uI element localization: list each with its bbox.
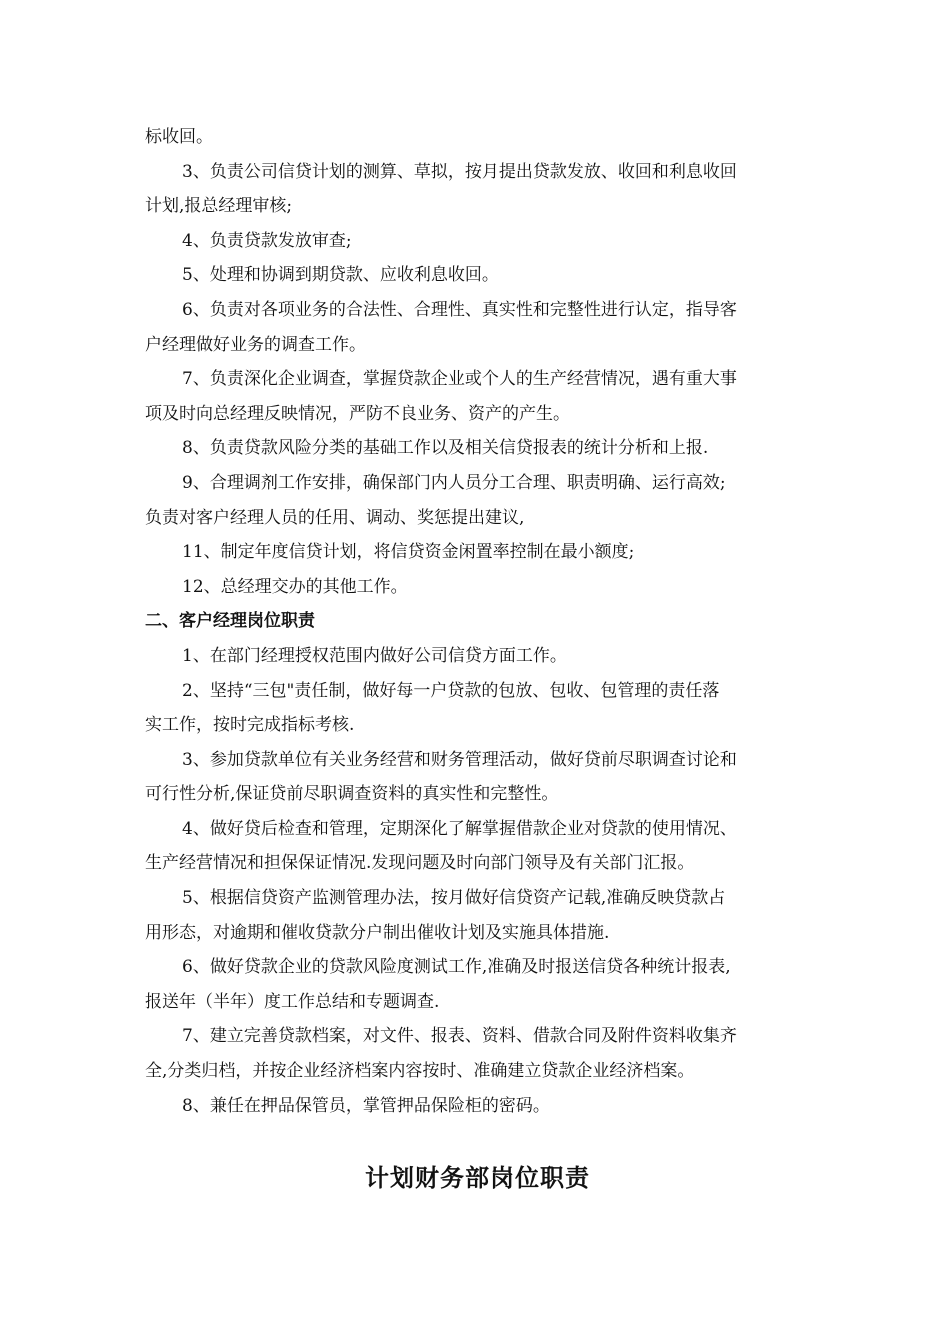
list-item: 6、做好贷款企业的贷款风险度测试工作,准确及时报送信贷各种统计报表, [182,957,731,978]
list-item: 3、负责公司信贷计划的测算、草拟，按月提出贷款发放、收回和利息收回 [182,161,737,182]
list-item: 5、根据信贷资产监测管理办法，按月做好信贷资产记载,准确反映贷款占 [182,888,726,909]
list-item: 4、做好贷后检查和管理，定期深化了解掌握借款企业对贷款的使用情况、 [182,818,737,839]
list-item: 7、建立完善贷款档案，对文件、报表、资料、借款合同及附件资料收集齐 [182,1026,737,1047]
list-item: 11、制定年度信贷计划，将信贷资金闲置率控制在最小额度; [182,542,635,563]
list-item: 9、合理调剂工作安排，确保部门内人员分工合理、职责明确、运行高效; [182,472,726,493]
text-line: 实工作，按时完成指标考核. [145,715,355,736]
list-item: 4、负责贷款发放审查; [182,230,352,251]
list-item: 8、兼任在押品保管员，掌管押品保险柜的密码。 [182,1095,550,1116]
list-item: 1、在部门经理授权范围内做好公司信贷方面工作。 [182,645,567,666]
list-item: 2、坚持“三包"责任制，做好每一户贷款的包放、包收、包管理的责任落 [182,680,720,701]
text-line: 户经理做好业务的调查工作。 [145,334,366,355]
list-item: 12、总经理交办的其他工作。 [182,576,408,597]
list-item: 6、负责对各项业务的合法性、合理性、真实性和完整性进行认定，指导客 [182,299,737,320]
text-line: 生产经营情况和担保保证情况.发现问题及时向部门领导及有关部门汇报。 [145,853,695,874]
text-line: 负责对客户经理人员的任用、调动、奖惩提出建议, [145,507,525,528]
text-line: 用形态，对逾期和催收贷款分户制出催收计划及实施具体措施. [145,922,610,943]
text-line: 项及时向总经理反映情况，严防不良业务、资产的产生。 [145,403,570,424]
section-title: 计划财务部岗位职责 [365,1164,590,1192]
list-item: 8、负责贷款风险分类的基础工作以及相关信贷报表的统计分析和上报. [182,438,709,459]
text-line: 计划,报总经理审核; [145,196,293,217]
section-heading: 二、客户经理岗位职责 [145,611,315,632]
list-item: 3、参加贷款单位有关业务经营和财务管理活动，做好贷前尽职调查讨论和 [182,749,737,770]
document-body [145,120,810,1123]
text-line: 报送年（半年）度工作总结和专题调查. [145,991,440,1012]
text-line: 标收回。 [145,127,213,147]
text-line: 可行性分析,保证贷前尽职调查资料的真实性和完整性。 [145,784,559,805]
list-item: 7、负责深化企业调查，掌握贷款企业或个人的生产经营情况，遇有重大事 [182,369,737,390]
text-line: 全,分类归档，并按企业经济档案内容按时、准确建立贷款企业经济档案。 [145,1061,695,1082]
list-item: 5、处理和协调到期贷款、应收利息收回。 [182,265,499,286]
